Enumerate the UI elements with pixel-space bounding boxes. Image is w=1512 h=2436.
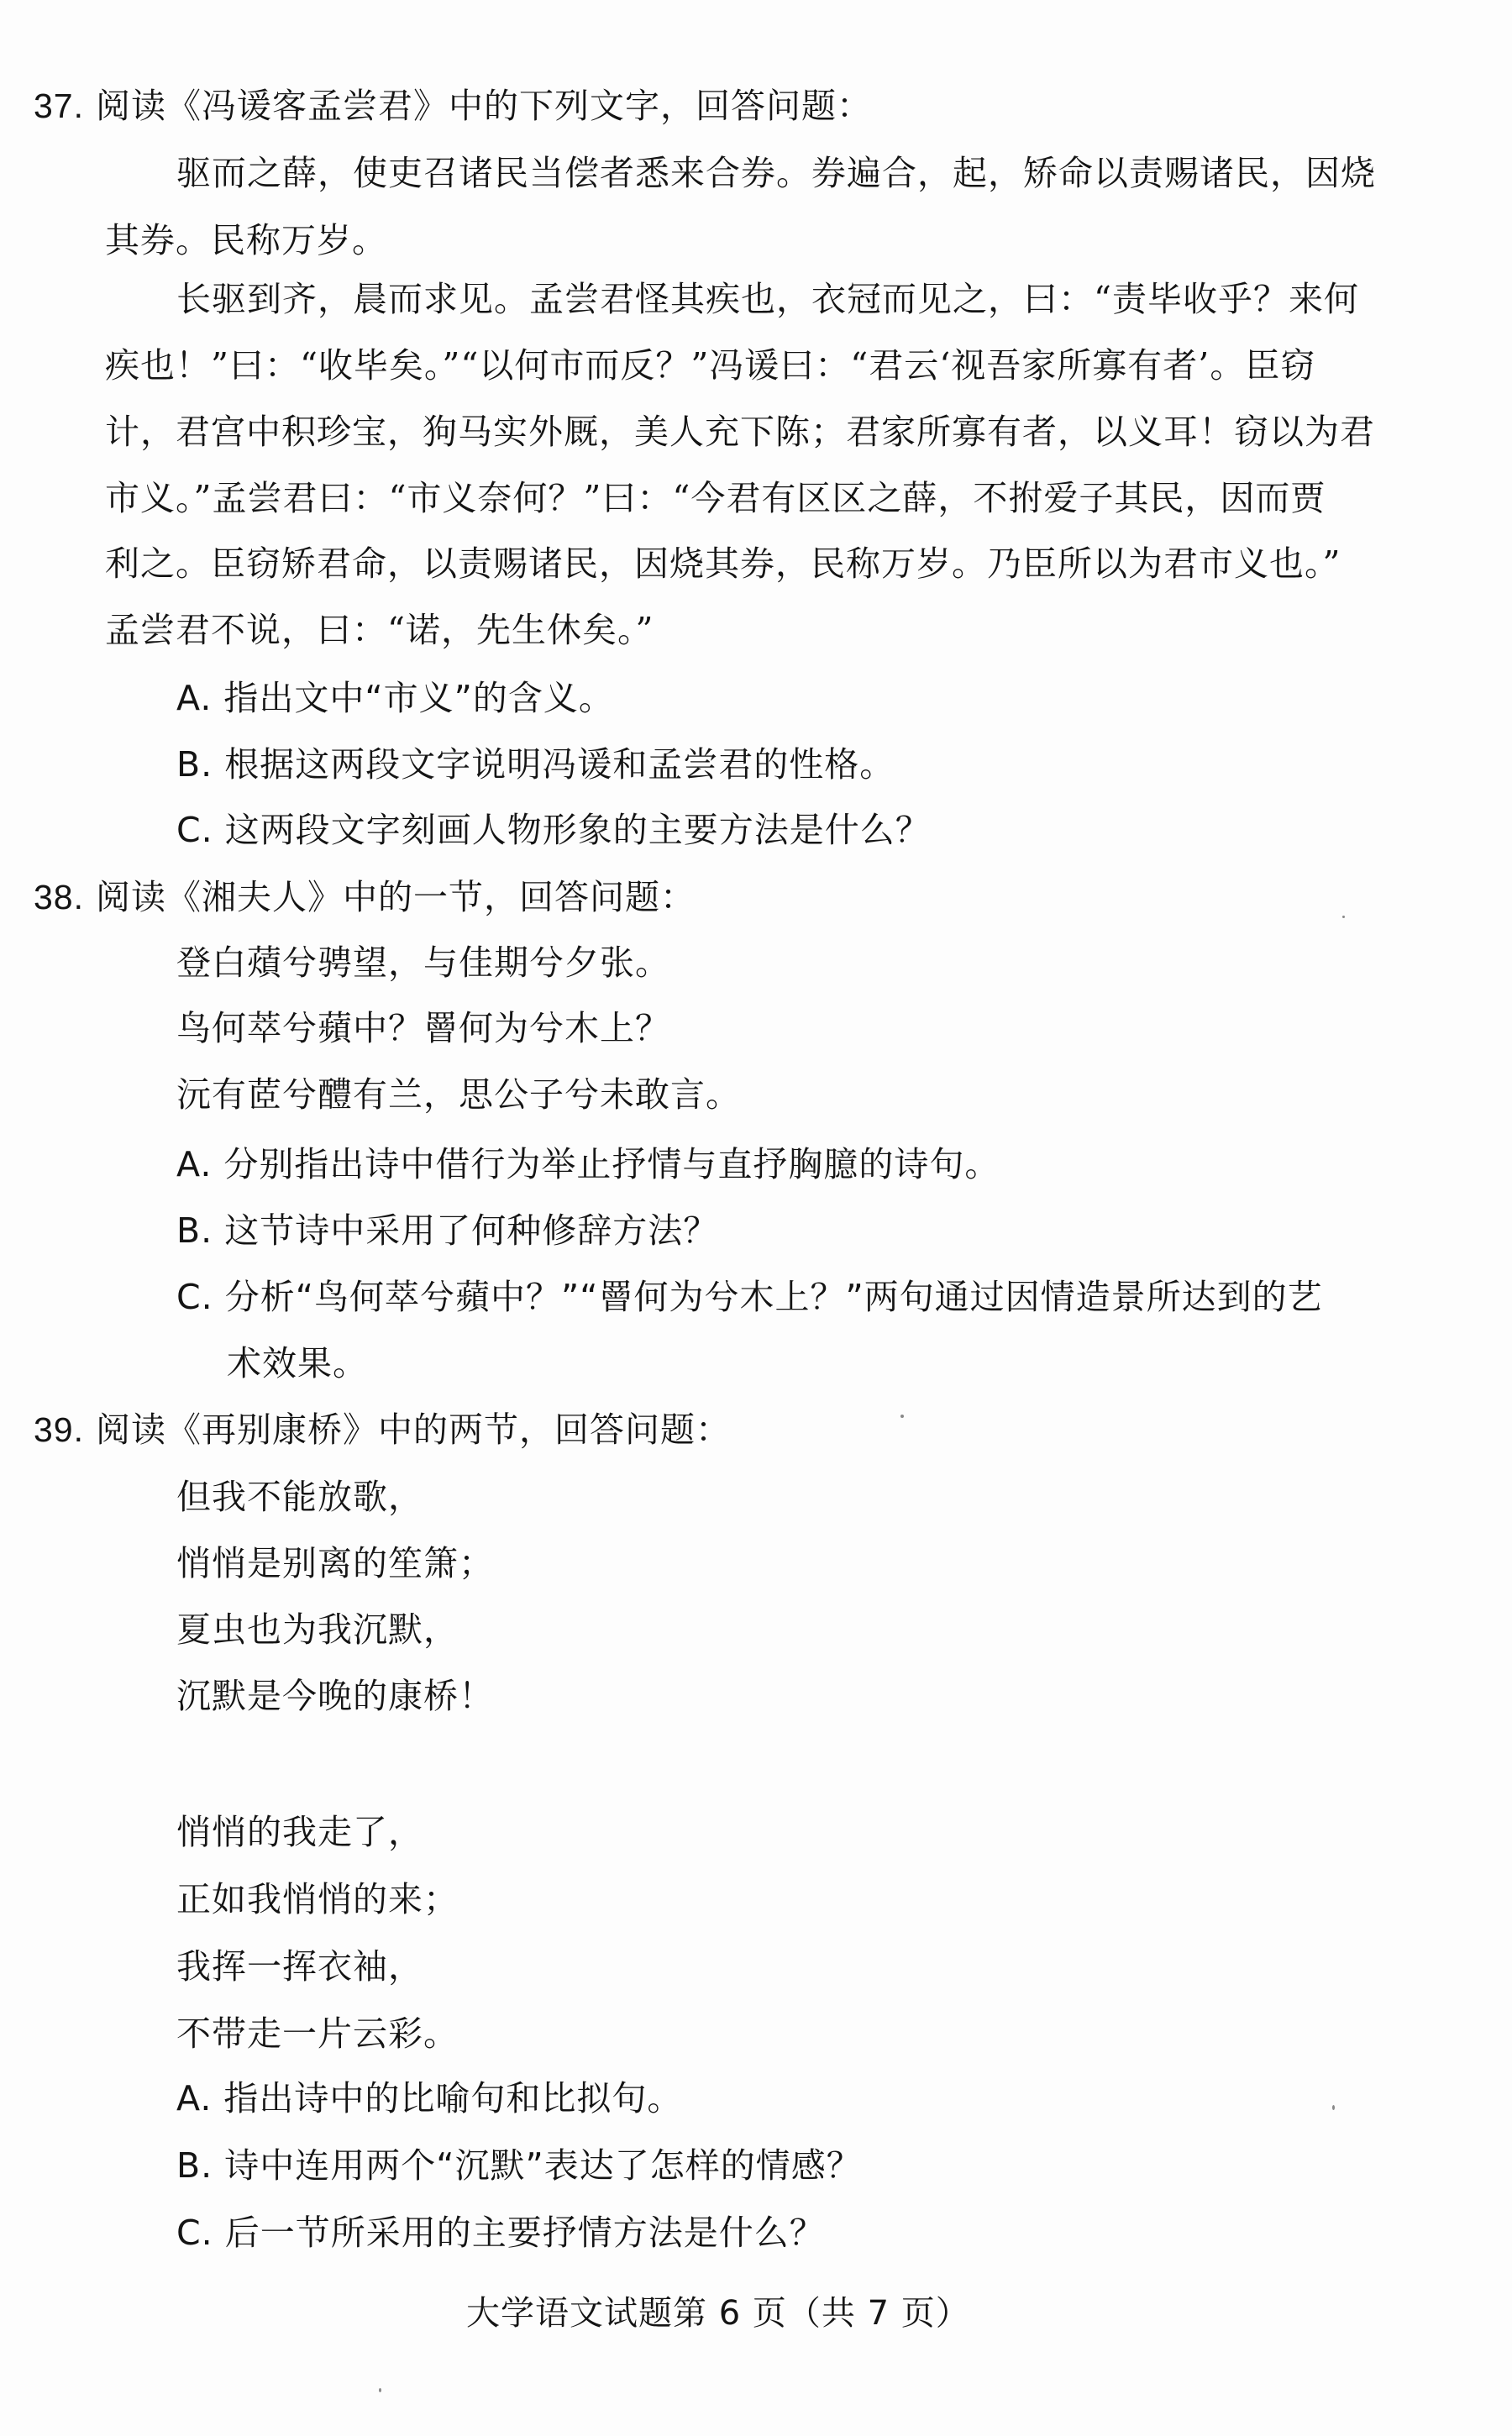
sub-question-text: 根据这两段文字说明冯谖和孟尝君的性格。 xyxy=(224,744,895,785)
sub-question-label: A. xyxy=(176,678,213,718)
sub-question-39c xyxy=(176,2209,825,2256)
sub-question-text: 诗中连用两个“沉默”表达了怎样的情感？ xyxy=(224,2145,862,2186)
passage-line: 市义。”孟尝君曰：“市义奈何？”曰：“今君有区区之薛，不拊爱子其民，因而贾 xyxy=(105,478,1326,518)
sub-question-label: A. xyxy=(176,2078,213,2118)
scan-speck xyxy=(1342,916,1345,918)
scan-speck xyxy=(900,1415,904,1418)
sub-question-label: B. xyxy=(176,2145,213,2186)
sub-question-38c xyxy=(176,1273,1323,1320)
poem-line: 我挥一挥衣袖， xyxy=(176,1946,423,1987)
passage-line: 驱而之薛，使吏召诸民当偿者悉来合券。券遍合，起，矫命以责赐诸民，因烧 xyxy=(176,153,1376,193)
question-39-header xyxy=(34,1406,731,1453)
scan-speck xyxy=(1332,2105,1335,2110)
sub-question-label: C. xyxy=(176,1277,213,1317)
passage-line: 长驱到齐，晨而求见。孟尝君怪其疾也，衣冠而见之，曰：“责毕收乎？来何 xyxy=(176,279,1359,319)
sub-question-text: 后一节所采用的主要抒情方法是什么？ xyxy=(224,2213,825,2253)
passage-line: 计，君宫中积珍宝，狗马实外厩，美人充下陈；君家所寡有者，以义耳！窃以为君 xyxy=(105,412,1375,452)
sub-question-label: C. xyxy=(176,810,213,850)
passage-line: 孟尝君不说，曰：“诺，先生休矣。” xyxy=(105,610,654,650)
sub-question-label: A. xyxy=(176,1144,213,1184)
poem-line: 悄悄的我走了， xyxy=(176,1812,423,1852)
sub-question-label: B. xyxy=(176,744,213,785)
passage-line: 疾也！”曰：“收毕矣。”“以何市而反？”冯谖曰：“君云‘视吾家所寡有者’。臣窃 xyxy=(105,345,1316,386)
poem-line: 正如我悄悄的来； xyxy=(176,1879,459,1919)
question-number: 38. xyxy=(34,878,84,916)
sub-question-38b xyxy=(176,1207,718,1254)
sub-question-text: 分别指出诗中借行为举止抒情与直抒胸臆的诗句。 xyxy=(223,1144,1000,1184)
sub-question-text: 分析“鸟何萃兮蘋中？”“罾何为兮木上？”两句通过因情造景所达到的艺 xyxy=(224,1277,1323,1317)
poem-line: 但我不能放歌， xyxy=(176,1477,423,1517)
passage-line: 其券。民称万岁。 xyxy=(105,220,387,260)
sub-question-continuation: 术效果。 xyxy=(227,1343,368,1383)
scan-speck xyxy=(379,2388,381,2392)
question-prompt: 阅读《湘夫人》中的一节，回答问题： xyxy=(96,877,696,917)
poem-line: 鸟何萃兮蘋中？罾何为兮木上？ xyxy=(176,1008,670,1048)
passage-line: 利之。臣窃矫君命，以责赐诸民，因烧其券，民称万岁。乃臣所以为君市义也。” xyxy=(105,543,1341,584)
poem-line: 沅有茝兮醴有兰，思公子兮未敢言。 xyxy=(176,1074,741,1115)
sub-question-label: C. xyxy=(176,2213,213,2253)
question-37-header xyxy=(34,82,872,129)
sub-question-37c xyxy=(176,806,931,853)
page-footer: 大学语文试题第 6 页（共 7 页） xyxy=(466,2294,970,2333)
sub-question-38a xyxy=(176,1141,1000,1188)
question-prompt: 阅读《再别康桥》中的两节，回答问题： xyxy=(96,1410,732,1450)
sub-question-text: 指出文中“市义”的含义。 xyxy=(223,678,614,718)
poem-line: 悄悄是别离的笙箫； xyxy=(176,1543,494,1583)
sub-question-text: 指出诗中的比喻句和比拟句。 xyxy=(223,2078,683,2118)
question-number: 39. xyxy=(34,1410,84,1449)
sub-question-label: B. xyxy=(176,1210,213,1251)
sub-question-37a xyxy=(176,675,614,722)
poem-line: 夏虫也为我沉默， xyxy=(176,1609,459,1650)
sub-question-37b xyxy=(176,741,895,788)
poem-line: 沉默是今晚的康桥！ xyxy=(176,1676,494,1716)
question-38-header xyxy=(34,874,696,921)
poem-line: 不带走一片云彩。 xyxy=(176,2013,459,2054)
poem-line: 登白薠兮骋望，与佳期兮夕张。 xyxy=(176,942,670,983)
sub-question-text: 这节诗中采用了何种修辞方法？ xyxy=(224,1210,719,1251)
sub-question-text: 这两段文字刻画人物形象的主要方法是什么？ xyxy=(224,810,931,850)
question-prompt: 阅读《冯谖客孟尝君》中的下列文字，回答问题： xyxy=(96,86,873,126)
question-number: 37. xyxy=(34,87,84,125)
sub-question-39a xyxy=(176,2075,682,2122)
sub-question-39b xyxy=(176,2142,862,2189)
